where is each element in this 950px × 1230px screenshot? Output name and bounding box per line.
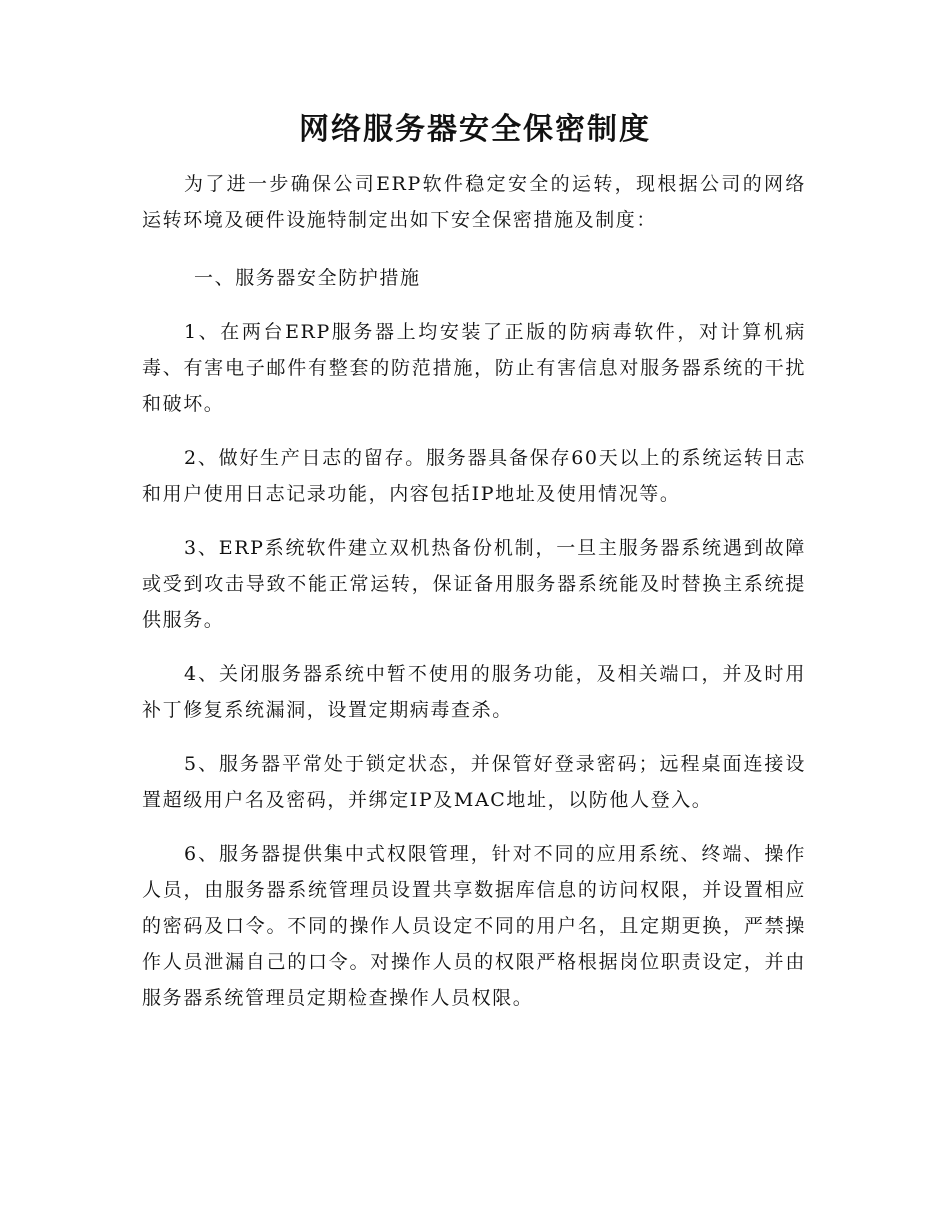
list-item: 1、在两台ERP服务器上均安装了正版的防病毒软件，对计算机病毒、有害电子邮件有整套的防范措施，防止有害信息对服务器系统的干扰和破坏。 [142, 321, 806, 415]
document-body [142, 166, 806, 1016]
list-item: 6、服务器提供集中式权限管理，针对不同的应用系统、终端、操作人员，由服务器系统管理员设置共享数据库信息的访问权限，并设置相应的密码及口令。不同的操作人员设定不同的用户名，且定期更换，严禁操作人员泄漏自己的口令。对操作人员的权限严格根据岗位职责设定，并由服务器系统管理员定期检查操作人员权限。 [142, 843, 806, 1009]
list-item: 4、关闭服务器系统中暂不使用的服务功能，及相关端口，并及时用补丁修复系统漏洞，设置定期病毒查杀。 [142, 663, 806, 721]
list-item: 3、ERP系统软件建立双机热备份机制，一旦主服务器系统遇到故障或受到攻击导致不能正常运转，保证备用服务器系统能及时替换主系统提供服务。 [142, 537, 806, 631]
list-item: 5、服务器平常处于锁定状态，并保管好登录密码；远程桌面连接设置超级用户名及密码，并绑定IP及MAC地址，以防他人登入。 [142, 753, 806, 811]
list-item: 2、做好生产日志的留存。服务器具备保存60天以上的系统运转日志和用户使用日志记录功能，内容包括IP地址及使用情况等。 [142, 447, 806, 505]
document-title: 网络服务器安全保密制度 [299, 112, 651, 147]
section-heading: 一、服务器安全防护措施 [194, 267, 421, 289]
intro-paragraph: 为了进一步确保公司ERP软件稳定安全的运转，现根据公司的网络运转环境及硬件设施特制定出如下安全保密措施及制度： [142, 173, 806, 231]
